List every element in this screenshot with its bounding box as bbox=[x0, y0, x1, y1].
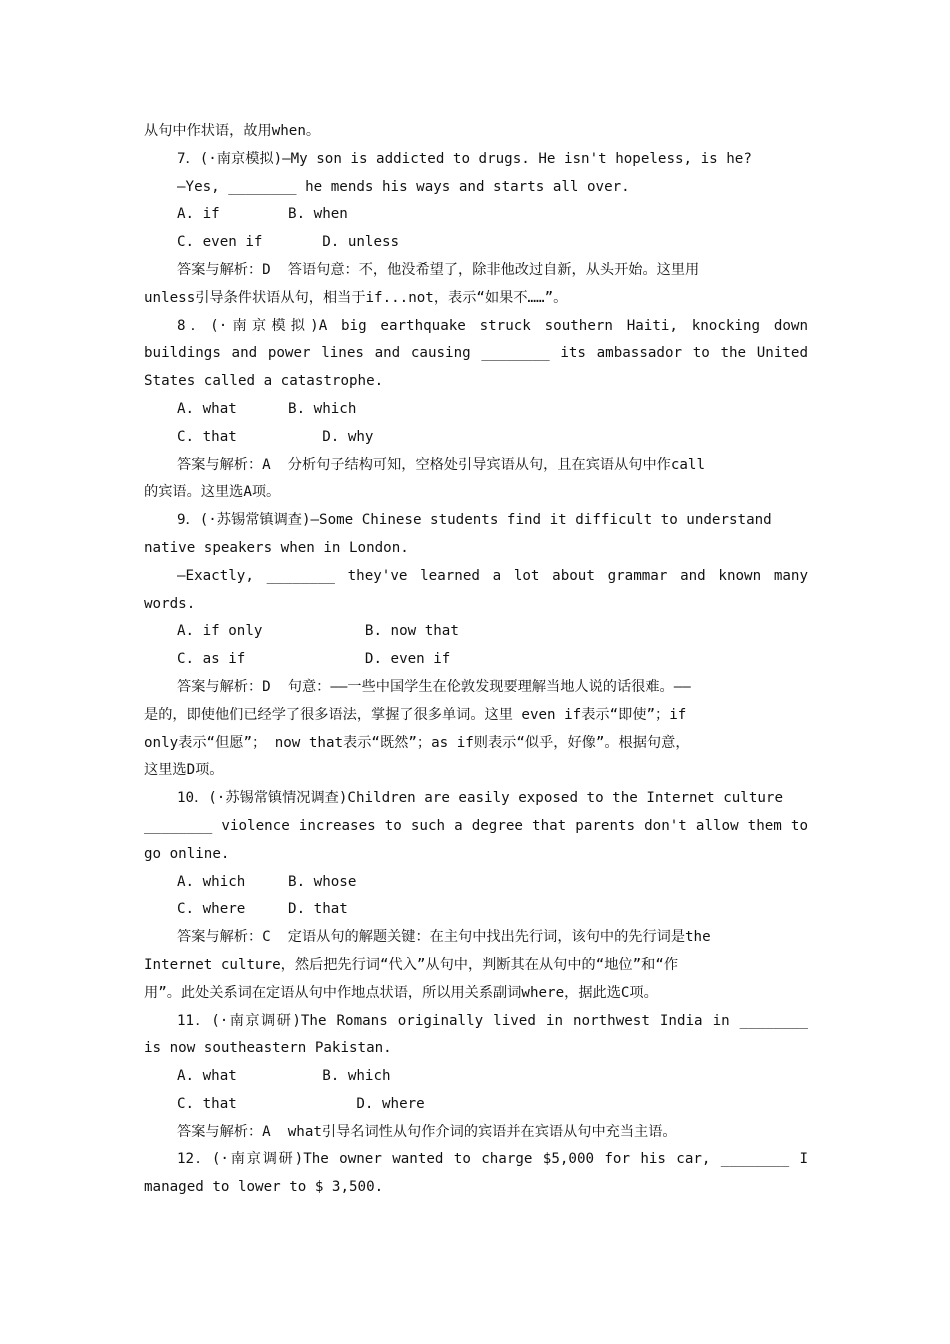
q9-stem-line-4: words. bbox=[144, 595, 196, 612]
q12-stem-line-1: 12．(·南京调研)The owner wanted to charge $5,000 for his car, ________ I bbox=[177, 1151, 808, 1168]
q10-stem-line-3: go online. bbox=[144, 845, 230, 862]
q8-stem-line-1: 8．(·南京模拟)A big earthquake struck southern Haiti, knocking down bbox=[177, 317, 808, 334]
q9-stem-line-1: 9．(·苏锡常镇调查)—Some Chinese students find it difficult to understand bbox=[177, 512, 772, 529]
q10-stem-line-2: ________ violence increases to such a degree that parents don't allow them to bbox=[144, 817, 808, 834]
q8-options-row-1: A. what B. which bbox=[177, 400, 357, 417]
q10-options-row-1: A. which B. whose bbox=[177, 873, 357, 890]
q11-stem-line-1: 11．(·南京调研)The Romans originally lived in northwest India in ________ bbox=[177, 1012, 808, 1029]
q8-stem-line-2: buildings and power lines and causing ________ its ambassador to the United bbox=[144, 345, 808, 362]
q9-options-row-2: C. as if D. even if bbox=[177, 651, 451, 668]
q7-answer-line-2: unless引导条件状语从句，相当于if...not，表示“如果不……”。 bbox=[144, 289, 568, 306]
q11-options-row-1: A. what B. which bbox=[177, 1068, 391, 1085]
q8-stem-line-3: States called a catastrophe. bbox=[144, 373, 384, 390]
q9-answer-line-1: 答案与解析：D 句意：——一些中国学生在伦敦发现要理解当地人说的话很难。—— bbox=[177, 678, 691, 695]
intro-line: 从句中作状语，故用when。 bbox=[144, 123, 321, 139]
document-page bbox=[144, 118, 808, 1202]
q9-answer-line-4: 这里选D项。 bbox=[144, 762, 224, 779]
q10-answer-line-2: Internet culture，然后把先行词“代入”从句中，判断其在从句中的“地位”和“作 bbox=[144, 956, 679, 973]
q11-options-row-2: C. that D. where bbox=[177, 1095, 425, 1112]
q7-stem-line-1: 7．(·南京模拟)—My son is addicted to drugs. He isn't hopeless, is he? bbox=[177, 150, 752, 167]
q9-stem-line-2: native speakers when in London. bbox=[144, 539, 409, 556]
q10-answer-line-3: 用”。此处关系词在定语从句中作地点状语，所以用关系副词where，据此选C项。 bbox=[144, 984, 658, 1001]
q10-answer-line-1: 答案与解析：C 定语从句的解题关键：在主句中找出先行词，该句中的先行词是the bbox=[177, 929, 711, 946]
q11-stem-line-2: is now southeastern Pakistan. bbox=[144, 1040, 392, 1057]
q8-answer-line-2: 的宾语。这里选A项。 bbox=[144, 484, 281, 501]
q8-answer-line-1: 答案与解析：A 分析句子结构可知，空格处引导宾语从句，且在宾语从句中作call bbox=[177, 456, 705, 473]
q10-options-row-2: C. where D. that bbox=[177, 901, 348, 918]
q10-stem-line-1: 10．(·苏锡常镇情况调查)Children are easily exposed to the Internet culture bbox=[177, 790, 784, 807]
q11-answer-line-1: 答案与解析：A what引导名词性从句作介词的宾语并在宾语从句中充当主语。 bbox=[177, 1123, 677, 1140]
q9-answer-line-2: 是的，即使他们已经学了很多语法，掌握了很多单词。这里 even if表示“即使”；if bbox=[144, 706, 687, 723]
q7-stem-line-2: —Yes, ________ he mends his ways and starts all over. bbox=[177, 178, 630, 195]
q7-options-row-2: C. even if D. unless bbox=[177, 234, 400, 251]
q9-options-row-1: A. if only B. now that bbox=[177, 623, 459, 640]
q9-answer-line-3: only表示“但愿”； now that表示“既然”；as if则表示“似乎，好像”。根据句意， bbox=[144, 734, 690, 751]
q7-answer-line-1: 答案与解析：D 答语句意：不，他没希望了，除非他改过自新，从头开始。这里用 bbox=[177, 261, 700, 278]
q9-stem-line-3: —Exactly, ________ they've learned a lot about grammar and known many bbox=[177, 567, 808, 584]
q12-stem-line-2: managed to lower to $ 3,500. bbox=[144, 1179, 384, 1196]
q8-options-row-2: C. that D. why bbox=[177, 428, 374, 445]
q7-options-row-1: A. if B. when bbox=[177, 206, 348, 223]
